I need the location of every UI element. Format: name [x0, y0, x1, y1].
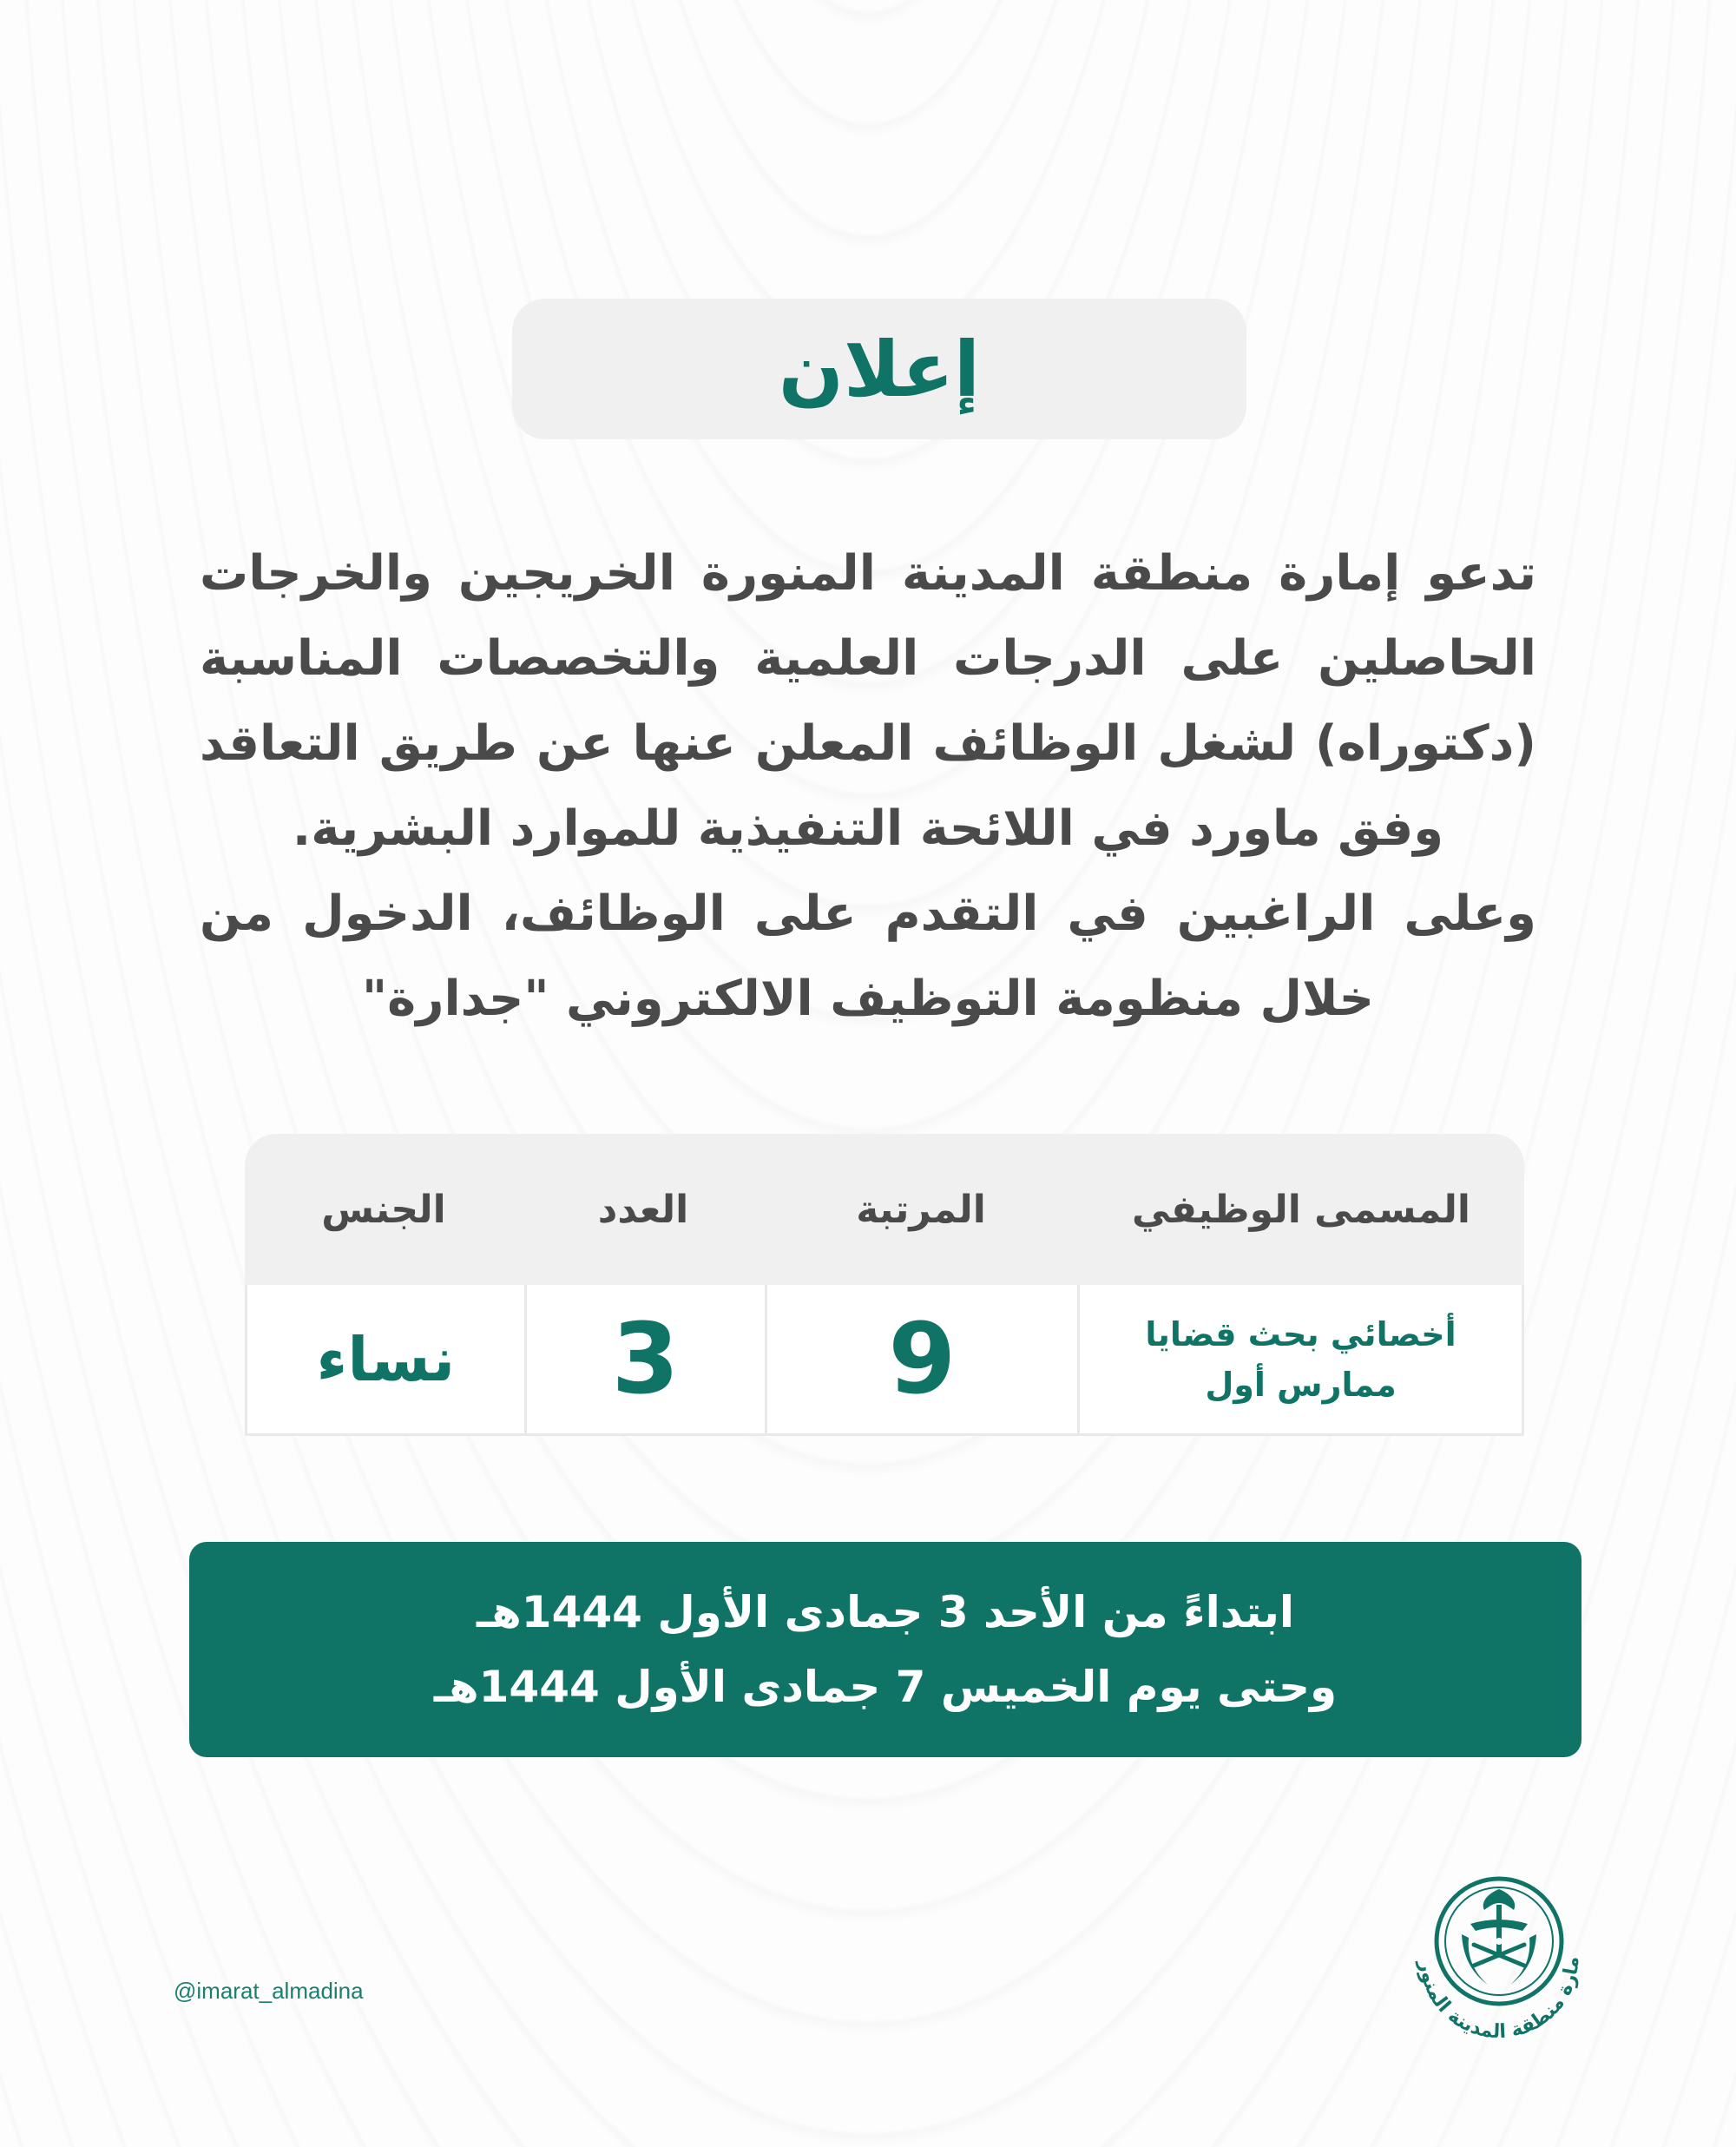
- cell-job-title: [1077, 1285, 1522, 1433]
- job-title-line-2: ممارس أول: [1205, 1365, 1397, 1404]
- date-banner: [189, 1542, 1581, 1757]
- header-job-title: المسمى الوظيفي: [1132, 1187, 1470, 1232]
- emblem-caption: مارة منطقة المدينة المنور: [1414, 1956, 1584, 2044]
- page-title: إعلان: [778, 324, 981, 414]
- intro-paragraph-2: وعلى الراغبين في التقدم على الوظائف، الدخول من خلال منظومة التوظيف الالكتروني "جدارة": [200, 886, 1536, 1027]
- social-handle: @imarat_almadina: [174, 1978, 364, 2004]
- header-gender: الجنس: [321, 1187, 446, 1232]
- intro-paragraph-1: تدعو إمارة منطقة المدينة المنورة الخريجين والخرجات الحاصلين على الدرجات العلمية والتخصصات المناسبة (دكتوراه) لشغل الوظائف المعلن عنها عن طريق التعاقد وفق ماورد في اللائحة التنفيذية للموارد البشرية.: [200, 545, 1536, 857]
- cell-rank: 9: [765, 1285, 1078, 1433]
- emirate-emblem-icon: [1401, 1854, 1597, 2051]
- cell-gender: نساء: [316, 1323, 456, 1395]
- svg-text:إمارة منطقة المدينة المنورة: [1401, 1854, 1583, 2043]
- date-end: وحتى يوم الخميس 7 جمادى الأول 1444هـ: [433, 1662, 1338, 1712]
- jobs-table: [245, 1134, 1524, 1436]
- date-start: ابتداءً من الأحد 3 جمادى الأول 1444هـ: [477, 1587, 1294, 1637]
- table-header: [245, 1134, 1524, 1285]
- table-row: [245, 1285, 1524, 1436]
- cell-count: 3: [524, 1285, 765, 1433]
- job-title-line-1: أخصائي بحث قضايا: [1145, 1314, 1457, 1353]
- intro-text: [200, 531, 1536, 1042]
- header-rank: المرتبة: [856, 1187, 986, 1232]
- header-count: العدد: [597, 1187, 689, 1232]
- title-banner: [512, 299, 1246, 439]
